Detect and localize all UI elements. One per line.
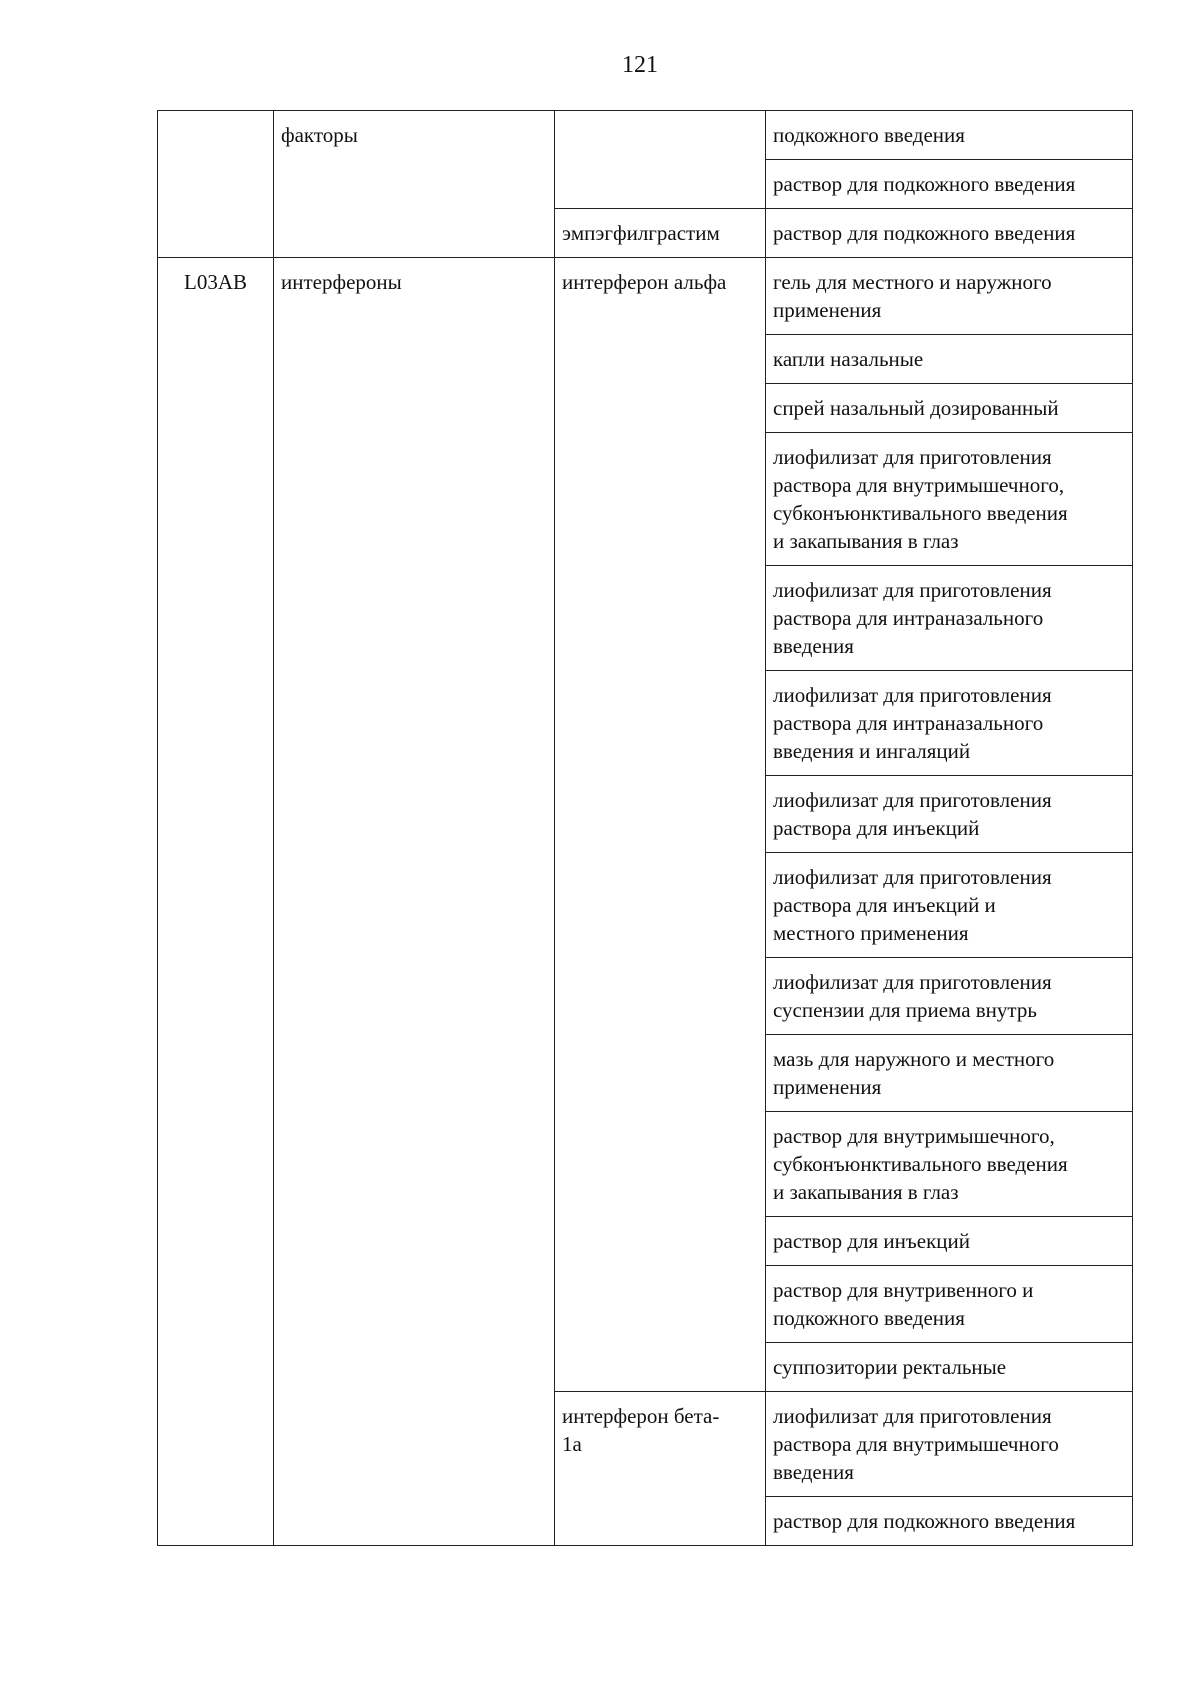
table-cell-code: L03AB [158,258,274,1546]
table-cell-form: раствор для подкожного введения [766,209,1133,258]
table-cell-form: раствор для подкожного введения [766,160,1133,209]
drug-table [157,110,1133,1546]
table-cell-form: лиофилизат для приготовления суспензии для приема внутрь [766,958,1133,1035]
table-cell-code [158,111,274,258]
table-cell-form: лиофилизат для приготовления раствора для интраназального введения [766,566,1133,671]
table-cell-group: интерфероны [274,258,555,1546]
table-cell-form: раствор для внутривенного и подкожного введения [766,1266,1133,1343]
table-cell-group: факторы [274,111,555,258]
table-cell-form: гель для местного и наружного применения [766,258,1133,335]
table-cell-form: лиофилизат для приготовления раствора для внутримышечного введения [766,1392,1133,1497]
table-cell-form: спрей назальный дозированный [766,384,1133,433]
page-number: 121 [622,52,658,78]
table-cell-form: капли назальные [766,335,1133,384]
table-cell-drug [555,111,766,209]
table-cell-drug: интерферон альфа [555,258,766,1392]
table-cell-form: лиофилизат для приготовления раствора для инъекций и местного применения [766,853,1133,958]
table-cell-form: лиофилизат для приготовления раствора для инъекций [766,776,1133,853]
table-cell-form: мазь для наружного и местного применения [766,1035,1133,1112]
table-cell-drug: интерферон бета- 1a [555,1392,766,1546]
table-cell-form: подкожного введения [766,111,1133,160]
table-cell-form: лиофилизат для приготовления раствора для внутримышечного, субконъюнктивального введения и закапывания в глаз [766,433,1133,566]
table-cell-form: раствор для подкожного введения [766,1497,1133,1546]
table-cell-form: лиофилизат для приготовления раствора для интраназального введения и ингаляций [766,671,1133,776]
table-cell-drug: эмпэгфилграстим [555,209,766,258]
table-cell-form: суппозитории ректальные [766,1343,1133,1392]
table-cell-form: раствор для внутримышечного, субконъюнктивального введения и закапывания в глаз [766,1112,1133,1217]
table-cell-form: раствор для инъекций [766,1217,1133,1266]
